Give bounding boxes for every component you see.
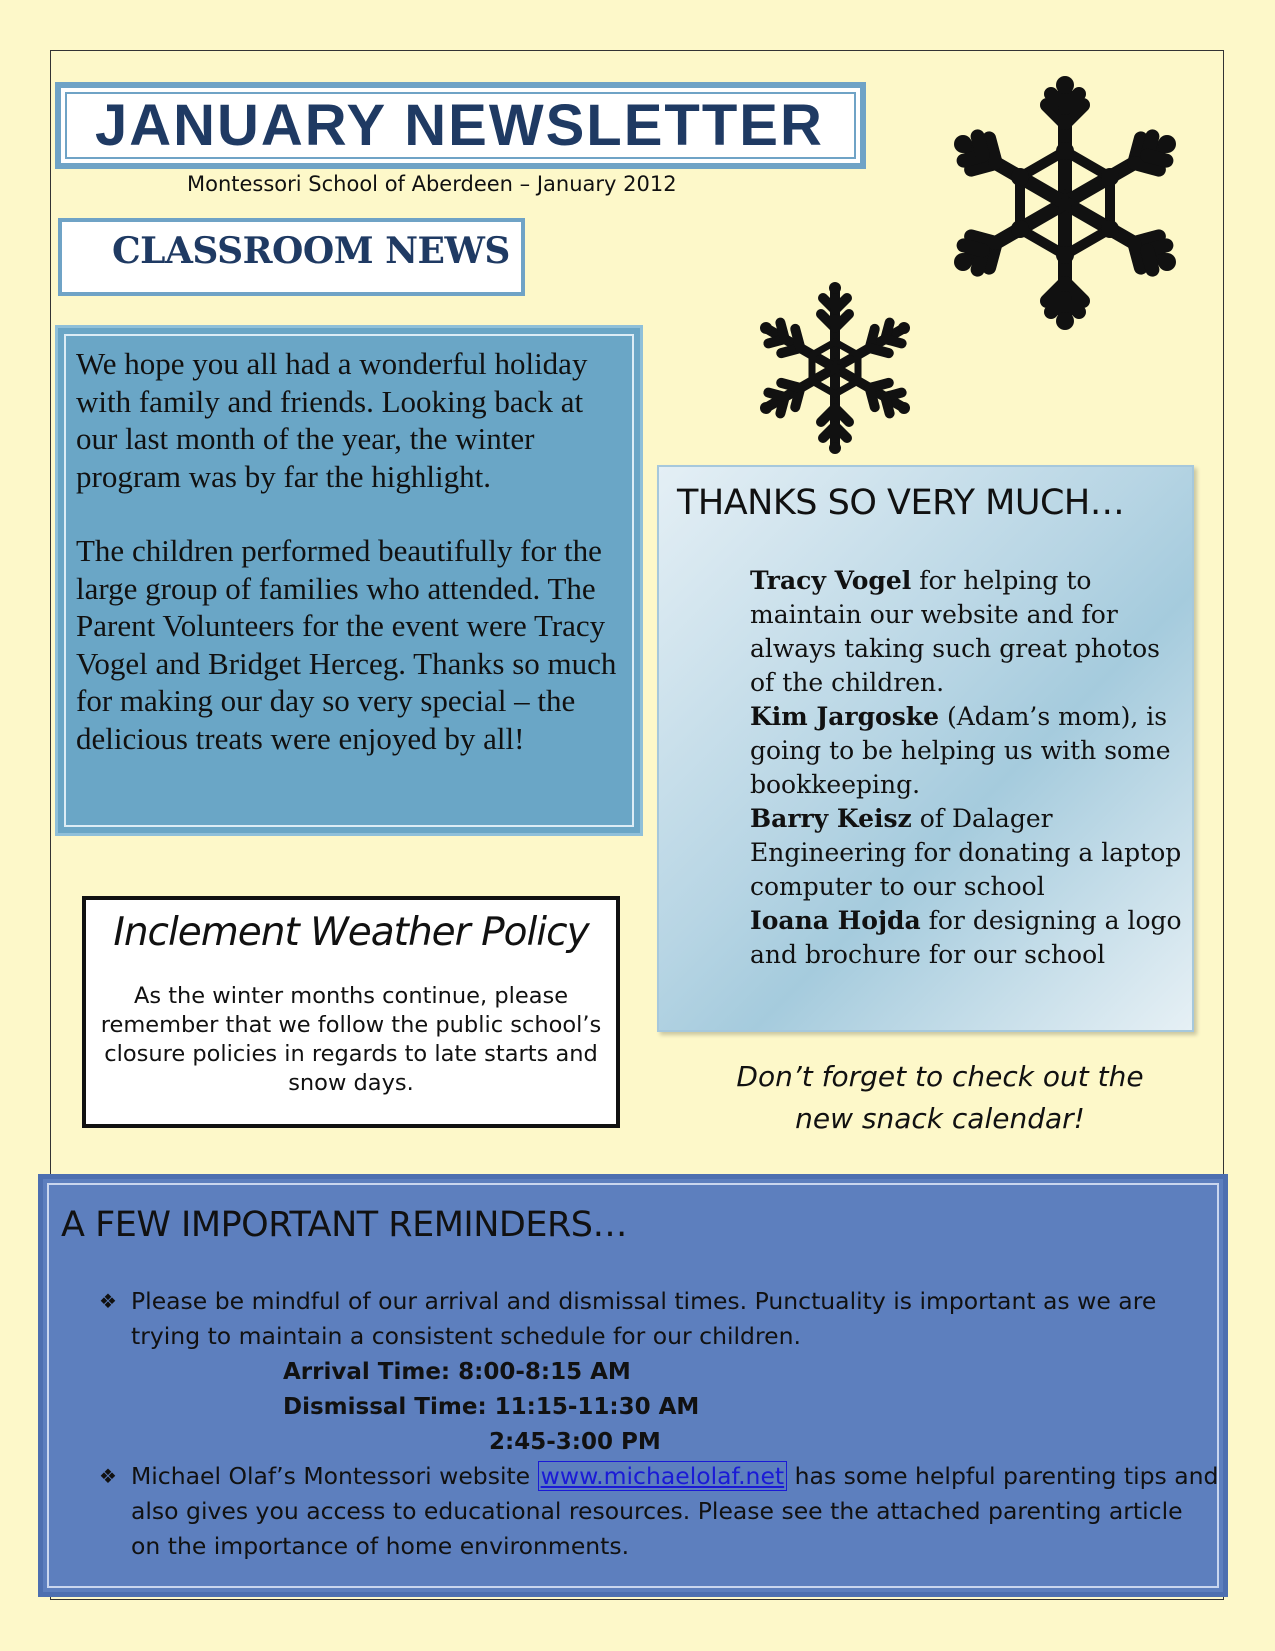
bullet-icon: ❖ [99,1289,117,1313]
thanks-heading: THANKS SO VERY MUCH… [677,483,1125,523]
classroom-paragraph-2: The children performed beautifully for the large group of families who attended. The Parent Volunteers for the event were Tracy Vogel and Bridget Herceg. Thanks so much for making our day so very special – the delicious treats were enjoyed by all! [76,533,617,756]
list-item: Tracy Vogel for helping to maintain our website and for always taking such great photos of the children. [750,566,1160,697]
arrival-time: Arrival Time: 8:00-8:15 AM [283,1359,631,1385]
newsletter-title: JANUARY NEWSLETTER [95,93,824,158]
reminders-panel [38,1174,1228,1597]
reminder-item: ❖ Michael Olaf’s Montessori website www.michaelolaf.net has some helpful parenting tips and also gives you access to educational resources. Please see the attached parenting article on the importance of home environments. [99,1459,1219,1564]
volunteer-name: Barry Keisz [750,804,912,833]
title-banner [55,82,866,169]
list-item: Ioana Hojda for designing a logo and brochure for our school [750,906,1182,969]
volunteer-name: Kim Jargoske [750,702,940,731]
newsletter-subtitle: Montessori School of Aberdeen – January 2012 [187,172,677,196]
weather-policy-text: As the winter months continue, please remember that we follow the public school’s closure policies in regards to late starts and snow days. [100,983,602,1096]
volunteer-name: Tracy Vogel [750,566,912,595]
thanks-list [750,564,1190,972]
thanks-panel [657,465,1194,1032]
dismissal-time: Dismissal Time: 11:15-11:30 AM [283,1394,700,1420]
snowflake-icon [925,72,1205,334]
list-item: Kim Jargoske (Adam’s mom), is going to be helping us with some bookkeeping. [750,702,1171,799]
volunteer-name: Ioana Hojda [750,906,921,935]
dismissal-time-afternoon: 2:45-3:00 PM [489,1429,661,1455]
reminders-heading: A FEW IMPORTANT REMINDERS… [61,1205,628,1245]
snowflake-icon [740,280,930,456]
classroom-news-banner [58,218,525,296]
list-item: Barry Keisz of Dalager Engineering for donating a laptop computer to our school [750,804,1182,901]
reminder-item: ❖ Please be mindful of our arrival and dismissal times. Punctuality is important as we are trying to maintain a consistent schedule for our children. [99,1284,1219,1354]
classroom-paragraph-1: We hope you all had a wonderful holiday with family and friends. Looking back at our last month of the year, the winter program was by far the highlight. [76,346,588,494]
classroom-news-panel [55,325,643,836]
weather-policy-box [82,896,620,1128]
weather-policy-heading: Inclement Weather Policy [113,910,589,955]
bullet-icon: ❖ [99,1464,117,1488]
classroom-news-heading: CLASSROOM NEWS [112,230,510,272]
snack-calendar-note: Don’t forget to check out the new snack calendar! [736,1060,1144,1135]
michaelolaf-link[interactable]: www.michaelolaf.net [538,1461,788,1491]
